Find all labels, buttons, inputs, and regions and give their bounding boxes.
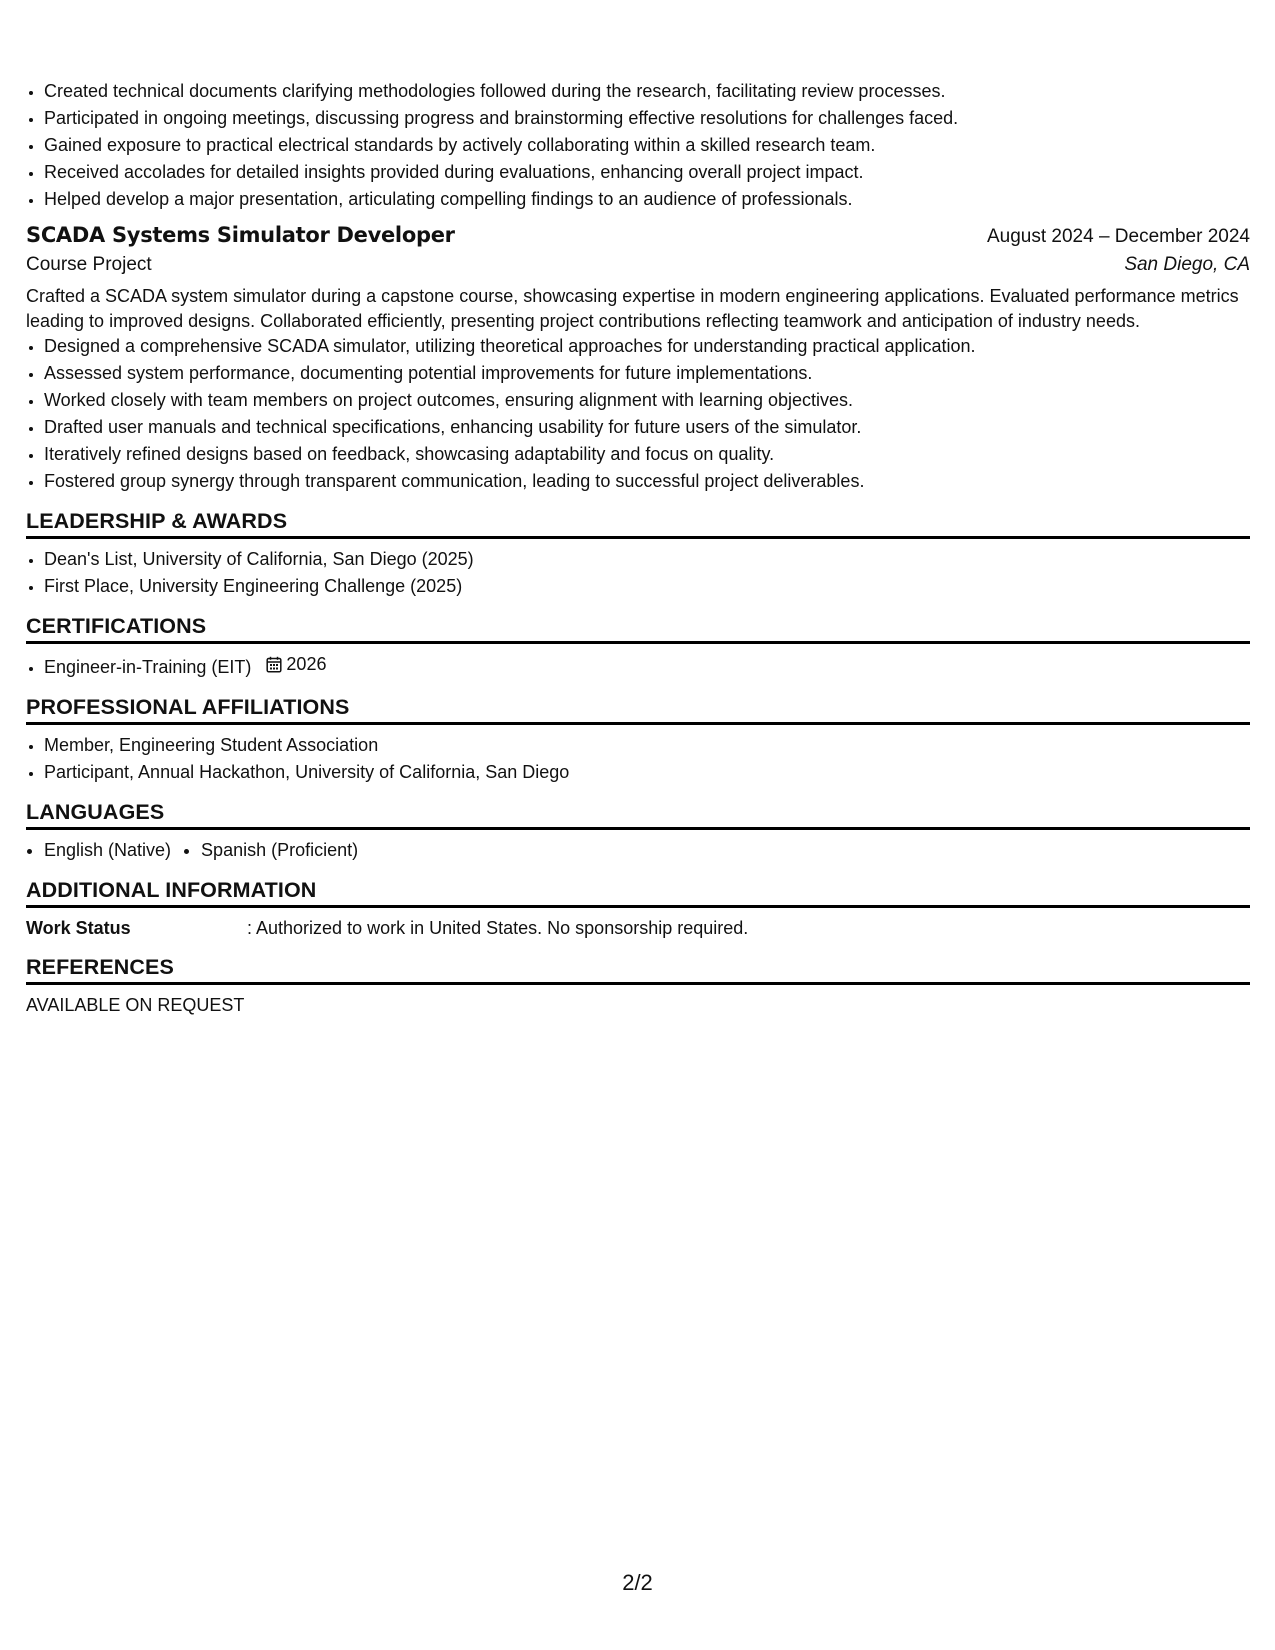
job-organization: Course Project bbox=[26, 254, 152, 275]
languages-section bbox=[26, 800, 1250, 864]
certification-name: Engineer-in-Training (EIT) bbox=[44, 657, 252, 677]
list-item: • Assessed system performance, documenting potential improvements for future implementations. bbox=[44, 360, 1250, 387]
page-number: 2/2 bbox=[622, 1570, 653, 1595]
job-summary: Crafted a SCADA system simulator during a capstone course, showcasing expertise in modern engineering applications. Evaluated performance metrics leading to improved designs. Collaborated efficiently, presenting project contributions reflecting teamwork and anticipation of industry needs. bbox=[26, 286, 1239, 331]
job-header bbox=[26, 223, 1250, 248]
scada-job-bullets bbox=[26, 333, 1250, 495]
affiliations-list bbox=[26, 732, 1250, 786]
job-location: San Diego, CA bbox=[1124, 254, 1250, 275]
section-title: REFERENCES bbox=[26, 955, 1250, 985]
list-item: • Spanish (Proficient) bbox=[201, 837, 358, 864]
additional-info-section bbox=[26, 878, 1250, 941]
section-title: LEADERSHIP & AWARDS bbox=[26, 509, 1250, 539]
references-section bbox=[26, 955, 1250, 1018]
job-dates: August 2024 – December 2024 bbox=[986, 226, 1250, 247]
affiliations-section bbox=[26, 695, 1250, 786]
list-item: • Iteratively refined designs based on feedback, showcasing adaptability and focus on quality. bbox=[44, 441, 1250, 468]
certifications-list bbox=[26, 651, 1250, 681]
references-text: AVAILABLE ON REQUEST bbox=[26, 995, 245, 1015]
list-item: • Helped develop a major presentation, articulating compelling findings to an audience of professionals. bbox=[44, 186, 1250, 213]
section-title: ADDITIONAL INFORMATION bbox=[26, 878, 1250, 908]
list-item: • Received accolades for detailed insights provided during evaluations, enhancing overall project impact. bbox=[44, 159, 1250, 186]
list-item: • Gained exposure to practical electrical standards by actively collaborating within a skilled research team. bbox=[44, 132, 1250, 159]
work-status-label: Work Status bbox=[26, 918, 131, 938]
languages-list bbox=[26, 837, 1250, 864]
certification-year: 2026 bbox=[286, 654, 327, 674]
list-item: • Participant, Annual Hackathon, University of California, San Diego bbox=[44, 759, 1250, 786]
list-item: • English (Native) bbox=[44, 837, 171, 864]
resume-page bbox=[26, 78, 1250, 1018]
list-item: • Fostered group synergy through transparent communication, leading to successful project deliverables. bbox=[44, 468, 1250, 495]
scada-job-entry bbox=[26, 223, 1250, 495]
list-item: • First Place, University Engineering Challenge (2025) bbox=[44, 573, 1250, 600]
calendar-icon bbox=[266, 656, 282, 673]
list-item: • Designed a comprehensive SCADA simulator, utilizing theoretical approaches for understanding practical application. bbox=[44, 333, 1250, 360]
section-title: LANGUAGES bbox=[26, 800, 1250, 830]
certification-date bbox=[266, 651, 326, 678]
leadership-section bbox=[26, 509, 1250, 600]
job-subheader bbox=[26, 254, 1250, 276]
list-item: • Created technical documents clarifying methodologies followed during the research, facilitating review processes. bbox=[44, 78, 1250, 105]
section-title: PROFESSIONAL AFFILIATIONS bbox=[26, 695, 1250, 725]
section-title: CERTIFICATIONS bbox=[26, 614, 1250, 644]
leadership-list bbox=[26, 546, 1250, 600]
list-item: • Worked closely with team members on project outcomes, ensuring alignment with learning objectives. bbox=[44, 387, 1250, 414]
work-status-row bbox=[26, 915, 1250, 941]
job-title: SCADA Systems Simulator Developer bbox=[26, 223, 455, 247]
certifications-section bbox=[26, 614, 1250, 681]
prior-job-bullets bbox=[26, 78, 1250, 213]
list-item: • Participated in ongoing meetings, discussing progress and brainstorming effective resolutions for challenges faced. bbox=[44, 105, 1250, 132]
list-item bbox=[44, 651, 1250, 681]
list-item: • Member, Engineering Student Association bbox=[44, 732, 1250, 759]
list-item: • Dean's List, University of California, San Diego (2025) bbox=[44, 546, 1250, 573]
work-status-value: : Authorized to work in United States. No sponsorship required. bbox=[247, 918, 749, 938]
list-item: • Drafted user manuals and technical specifications, enhancing usability for future users of the simulator. bbox=[44, 414, 1250, 441]
